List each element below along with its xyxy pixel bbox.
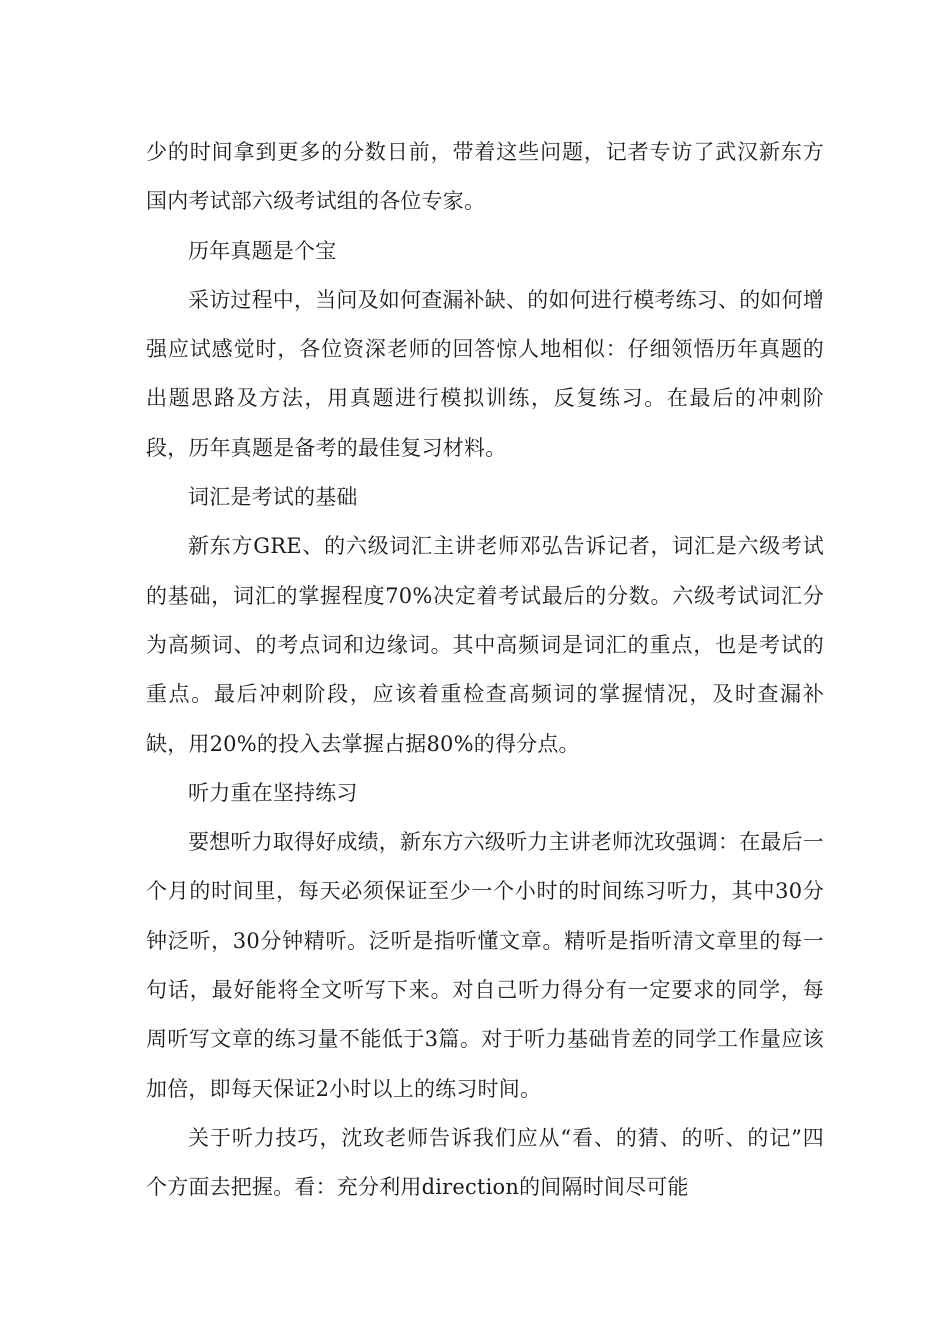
document-body — [146, 128, 824, 1213]
section-heading-vocabulary: 词汇是考试的基础 — [188, 485, 358, 510]
paragraph-past-exams: 采访过程中，当问及如何查漏补缺、的如何进行模考练习、的如何增强应试感觉时，各位资深老师的回答惊人地相似：仔细领悟历年真题的出题思路及方法，用真题进行模拟训练，反复练习。在最后的冲刺阶段，历年真题是备考的最佳复习材料。 — [146, 287, 824, 460]
paragraph-vocabulary: 新东方GRE、的六级词汇主讲老师邓弘告诉记者，词汇是六级考试的基础，词汇的掌握程度70%决定着考试最后的分数。六级考试词汇分为高频词、的考点词和边缘词。其中高频词是词汇的重点，也是考试的重点。最后冲刺阶段，应该着重检查高频词的掌握情况，及时查漏补缺，用20%的投入去掌握占据80%的得分点。 — [146, 534, 824, 756]
paragraph-listening: 要想听力取得好成绩，新东方六级听力主讲老师沈玫强调：在最后一个月的时间里，每天必须保证至少一个小时的时间练习听力，其中30分钟泛听，30分钟精听。泛听是指听懂文章。精听是指听清文章里的每一句话，最好能将全文听写下来。对自己听力得分有一定要求的同学，每周听写文章的练习量不能低于3篇。对于听力基础肯差的同学工作量应该加倍，即每天保证2小时以上的练习时间。 — [146, 830, 824, 1101]
section-heading-past-exams: 历年真题是个宝 — [188, 238, 337, 263]
paragraph-continuation: 少的时间拿到更多的分数日前，带着这些问题，记者专访了武汉新东方国内考试部六级考试组的各位专家。 — [146, 140, 824, 214]
section-heading-listening: 听力重在坚持练习 — [188, 780, 358, 805]
paragraph-listening-skills: 关于听力技巧，沈玫老师告诉我们应从“看、的猜、的听、的记”四个方面去把握。看：充分利用direction的间隔时间尽可能 — [146, 1125, 824, 1200]
